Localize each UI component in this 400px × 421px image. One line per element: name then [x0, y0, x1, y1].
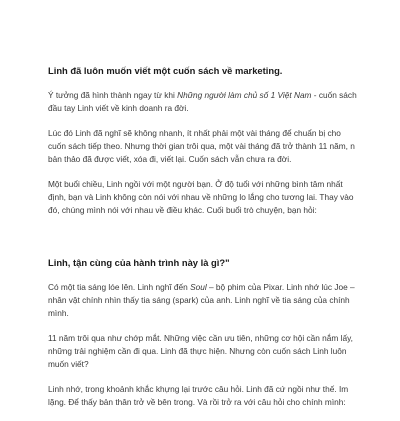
section-heading-1: Linh đã luôn muốn viết một cuốn sách về marketing.	[48, 65, 283, 76]
book-title: Những người làm chủ số 1 Việt Nam	[177, 90, 312, 100]
paragraph-5: 11 năm trôi qua như chớp mắt. Những việc cần ưu tiên, những cơ hội cần nắm lấy, những trải nghiệm cần đi qua. Linh đã thực hiện. Nhưng còn cuốn sách Linh luôn muốn viết?	[48, 333, 353, 369]
paragraph-1-text-b: - cuốn sách đầu tay Linh viết về kinh doanh ra đời.	[48, 90, 357, 113]
paragraph-2: Lúc đó Linh đã nghĩ sẽ không nhanh, ít nhất phải một vài tháng để chuẩn bị cho cuốn sách tiếp theo. Nhưng thời gian trôi qua, một vài tháng đã trở thành 11 năm, n bản thảo đã được viết, xóa đi, viết lại. Cuốn sách vẫn chưa ra đời.	[48, 128, 355, 164]
paragraph-1-text-a: Ý tưởng đã hình thành ngay từ khi	[48, 90, 178, 100]
paragraph-1	[48, 89, 360, 115]
section-heading-2: Linh, tận cùng của hành trình này là gì?"	[48, 257, 230, 268]
paragraph-4-text-a: Có một tia sáng lóe lên. Linh nghĩ đến	[48, 282, 191, 292]
paragraph-4	[48, 281, 360, 320]
paragraph-4-text-b: – bộ phim của Pixar. Linh nhớ lúc Joe – nhân vật chính nhìn thấy tia sáng (spark) của anh. Linh nghĩ về tia sáng của chính mình.	[48, 282, 355, 318]
article-body	[48, 65, 360, 421]
paragraph-3: Một buổi chiều, Linh ngồi với một người bạn. Ở độ tuổi với những bình tâm nhất định, bạn và Linh không còn nói với nhau về những lo lắng cho tương lai. Thay vào đó, chúng mình nói với nhau về điều khác. Cuối buổi trò chuyện, bạn hỏi:	[48, 179, 354, 215]
movie-title: Soul	[190, 282, 207, 292]
paragraph-6: Linh nhớ, trong khoảnh khắc khựng lại trước câu hỏi. Linh đã cứ ngồi như thế. Im lặng. Để thấy bản thân trở về bên trong. Và rồi trở ra với câu hỏi cho chính mình:	[48, 384, 349, 407]
